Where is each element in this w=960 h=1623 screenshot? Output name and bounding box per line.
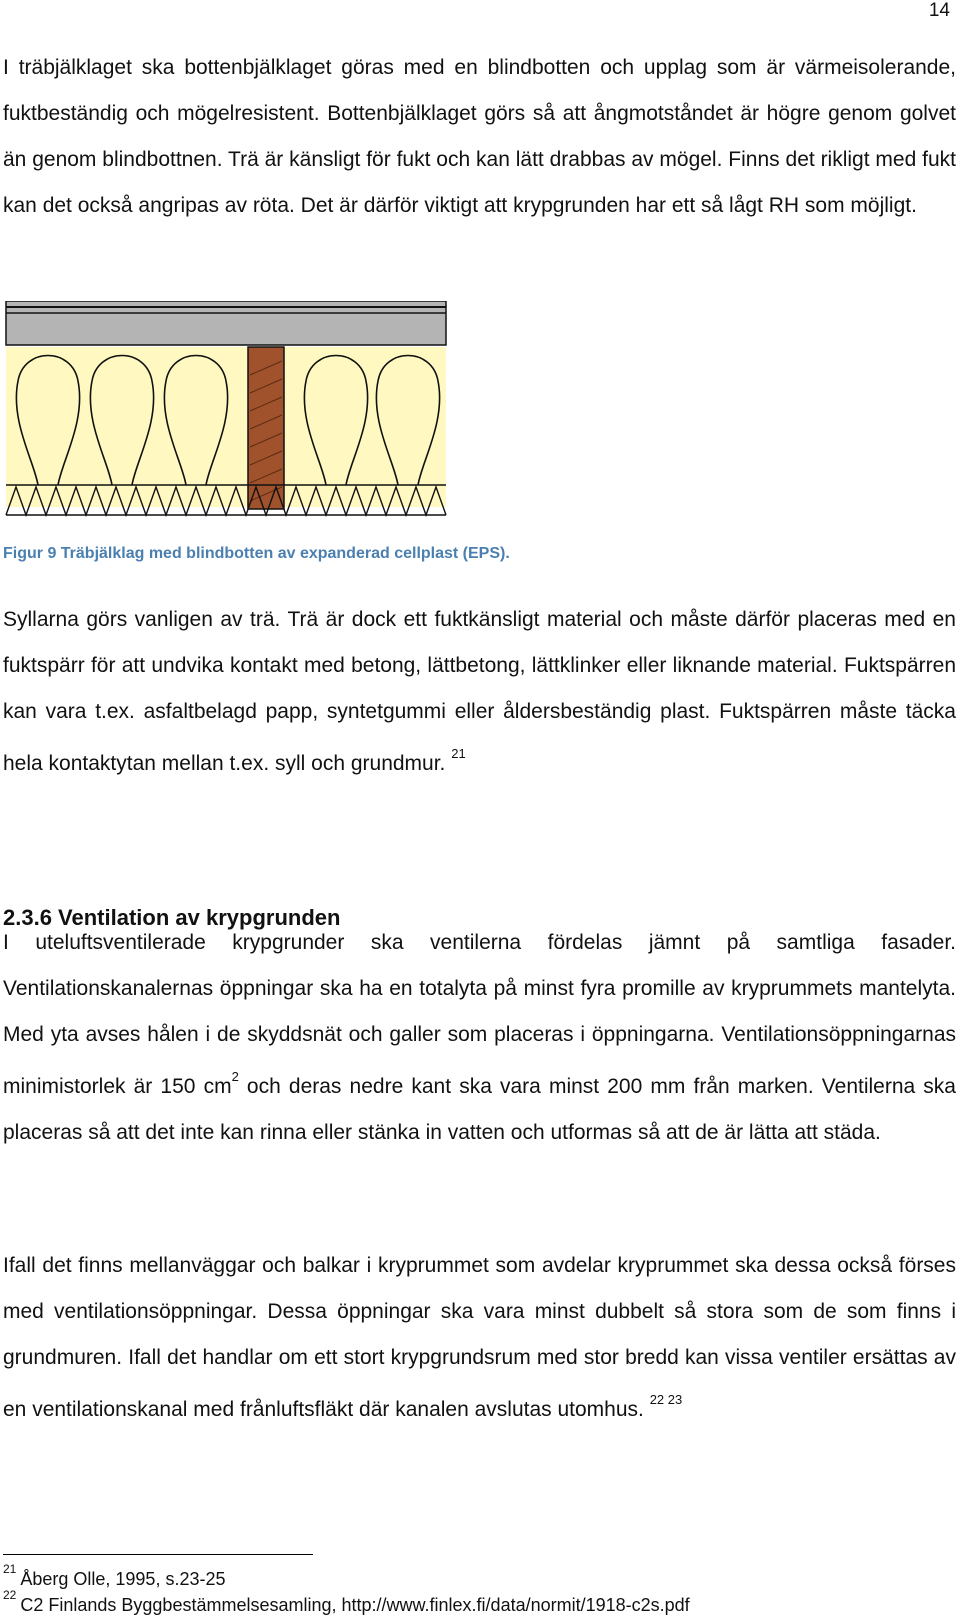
footnote-text: Åberg Olle, 1995, s.23-25 <box>20 1569 226 1589</box>
footnote-number: 22 <box>3 1588 17 1602</box>
paragraph-sills-text: Syllarna görs vanligen av trä. Trä är dock ett fuktkänsligt material och måste därför placeras med en fuktspärr för att undvika kontakt med betong, lättbetong, lättklinker eller liknande material. Fuktspärren kan vara t.ex. asfaltbelagd papp, syntetgummi eller åldersbeständig plast. Fuktspärren måste täcka hela kontaktytan mellan t.ex. syll och grundmur. <box>3 608 956 775</box>
figure-caption: Figur 9 Träbjälklag med blindbotten av expanderad cellplast (EPS). <box>3 545 510 562</box>
footnote-number: 21 <box>3 1562 17 1576</box>
page-number: 14 <box>928 0 950 21</box>
footnote-separator <box>3 1554 313 1555</box>
footnote-ref: 22 23 <box>649 1392 683 1407</box>
footnote-text: C2 Finlands Byggbestämmelsesamling, http://www.finlex.fi/data/normit/1918-c2s.pdf <box>20 1595 690 1615</box>
paragraph-sills <box>3 597 956 787</box>
floor-construction-drawing <box>4 301 448 531</box>
paragraph-ventilation-text-b: och deras nedre kant ska vara minst 200 mm från marken. Ventilerna ska placeras så att det inte kan rinna eller stänka in vatten och utformas så att de är lätta att städa. <box>3 1075 956 1144</box>
footnote-ref: 21 <box>451 746 466 761</box>
paragraph-ventilation <box>3 920 956 1156</box>
paragraph-walls <box>3 1243 956 1433</box>
paragraph-intro: I träbjälklaget ska bottenbjälklaget göras med en blindbotten och upplag som är värmeisolerande, fuktbeständig och mögelresistent. Bottenbjälklaget görs så att ångmotståndet är högre genom golvet än genom blindbottnen. Trä är känsligt för fukt och kan lätt drabbas av mögel. Finns det rikligt med fukt kan det också angripas av röta. Det är därför viktigt att krypgrunden har ett så lågt RH som möjligt. <box>3 56 956 217</box>
superscript: 2 <box>231 1069 239 1084</box>
paragraph-walls-text: Ifall det finns mellanväggar och balkar i kryprummet som avdelar kryprummet ska dessa också förses med ventilationsöppningar. Dessa öppningar ska vara minst dubbelt så stora som de som finns i grundmuren. Ifall det handlar om ett stort krypgrundsrum med stor bredd kan vissa ventiler ersättas av en ventilationskanal med frånluftsfläkt där kanalen avslutas utomhus. <box>3 1254 956 1421</box>
footnote-21 <box>3 1562 226 1590</box>
section-heading: 2.3.6 Ventilation av krypgrunden <box>3 905 341 930</box>
floor-construction-figure <box>4 301 448 531</box>
paragraph-ventilation-text-a: I uteluftsventilerade krypgrunder ska ventilerna fördelas jämnt på samtliga fasader. Ventilationskanalernas öppningar ska ha en totalyta på minst fyra promille av kryprummets mantelyta. Med yta avses hålen i de skyddsnät och galler som placeras i öppningarna. Ventilationsöppningarnas minimistorlek är 150 cm <box>3 931 956 1098</box>
footnote-22 <box>3 1588 690 1616</box>
